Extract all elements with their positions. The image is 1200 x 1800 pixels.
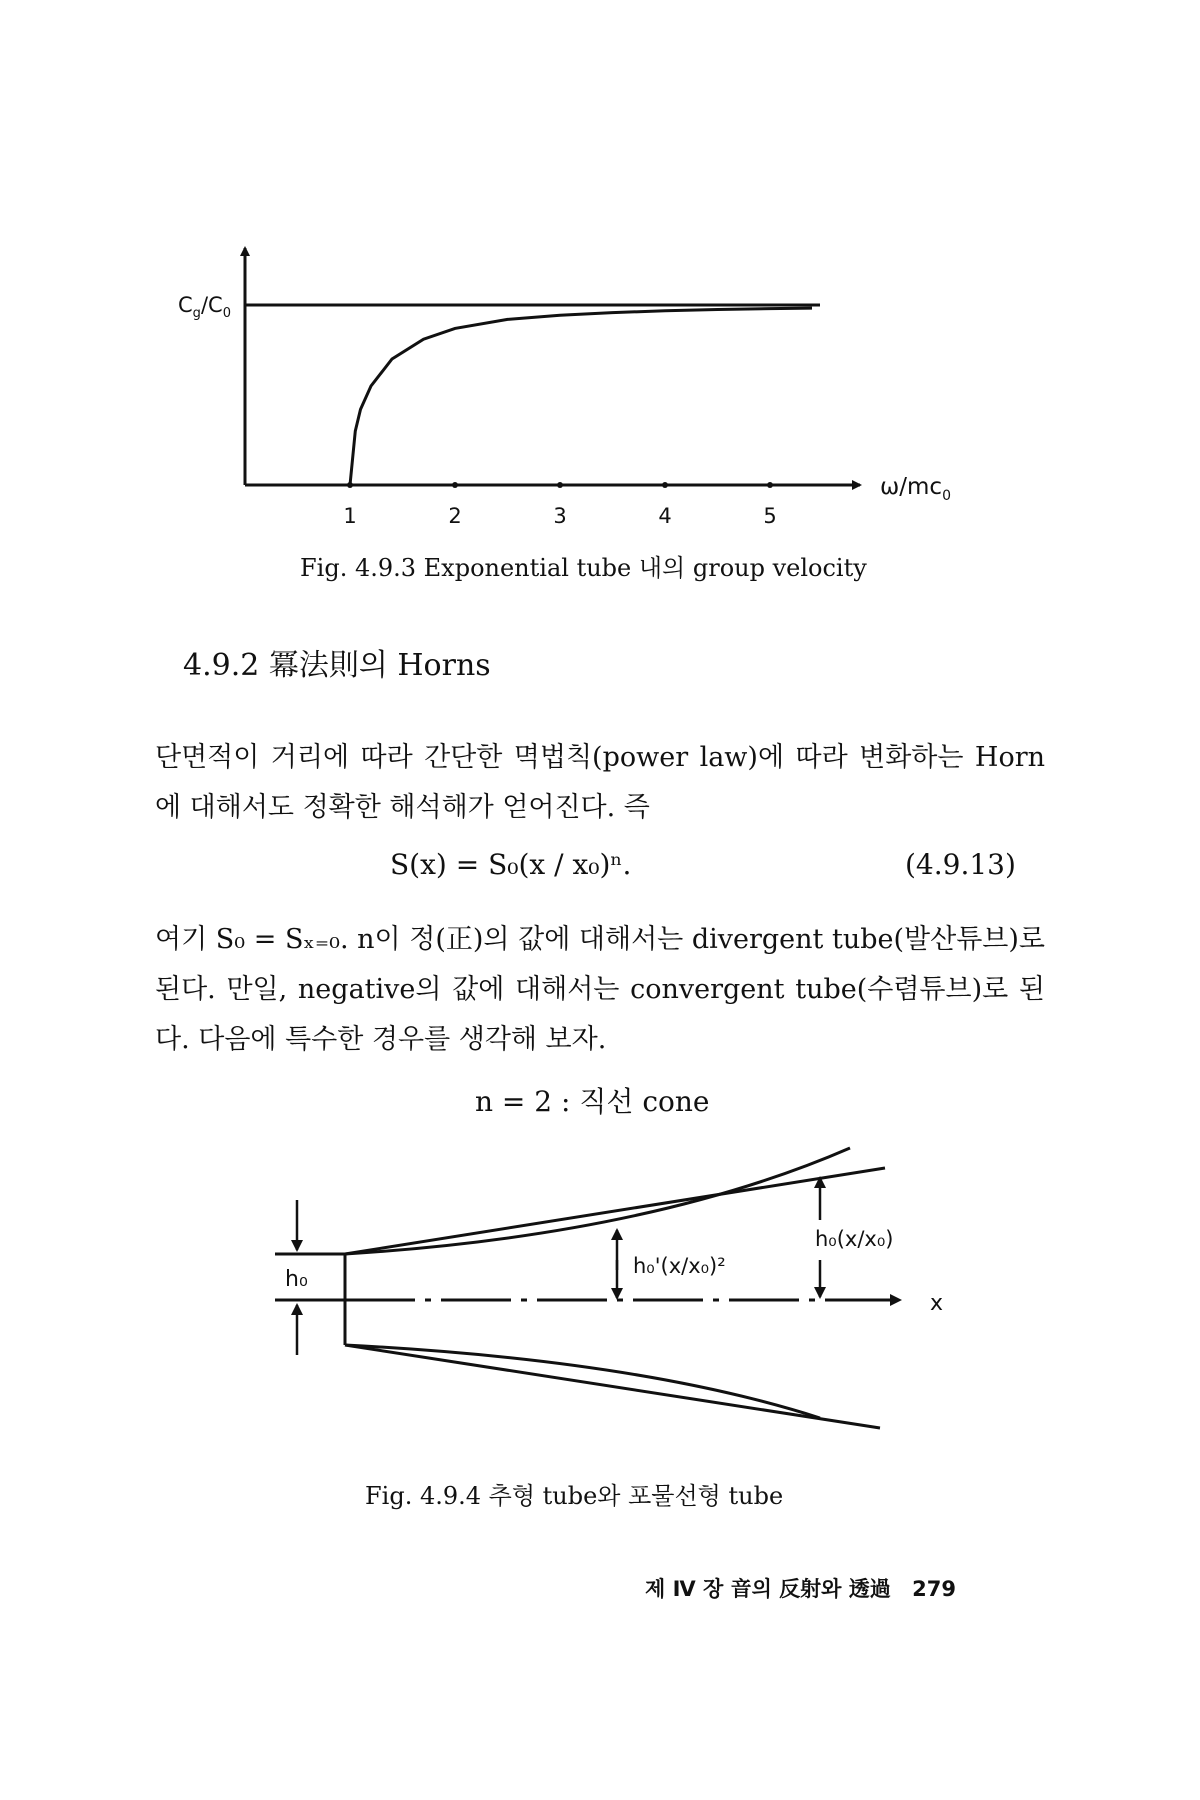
y-axis-label: $C_g/C_0$ [178, 293, 231, 321]
page-number: 279 [912, 1577, 956, 1601]
running-footer [645, 1573, 956, 1603]
x-tick-label: 3 [553, 504, 567, 528]
h0-label: h₀ [285, 1267, 308, 1292]
figure-caption: Fig. 4.9.3 Exponential tube 내의 group velocity [300, 554, 867, 582]
case-line: n = 2 : 직선 cone [475, 1085, 710, 1118]
upper-parabolic-wall [345, 1148, 850, 1254]
paragraph: 여기 S₀ = Sₓ₌₀. n이 정(正)의 값에 대해서는 divergent tube(발산튜브)로 된다. 만일, negative의 값에 대해서는 convergent tube(수렴튜브)로 된다. 다음에 특수한 경우를 생각해 보자. [155, 924, 1045, 1055]
x-tick-label: 2 [448, 504, 462, 528]
group-velocity-curve [350, 308, 812, 485]
equation: S(x) = S₀(x / x₀)ⁿ. [390, 848, 632, 881]
x-tick-mark [767, 482, 773, 488]
chart-axes [245, 248, 860, 485]
x-tick-mark [662, 482, 668, 488]
paragraph: 단면적이 거리에 따라 간단한 멱법칙(power law)에 따라 변화하는 Horn에 대해서도 정확한 해석해가 얻어진다. 즉 [155, 742, 1045, 823]
figure-caption: Fig. 4.9.4 추형 tube와 포물선형 tube [365, 1482, 784, 1510]
footer-chapter: 제 Ⅳ 장 音의 反射와 透過 [645, 1577, 891, 1601]
chart-series [245, 305, 820, 485]
linear-height-label: h₀(x/x₀) [815, 1227, 894, 1251]
x-tick-label: 1 [343, 504, 357, 528]
horn-diagram [0, 1120, 1200, 1490]
group-velocity-chart [0, 0, 1200, 600]
section-heading: 4.9.2 冪法則의 Horns [183, 648, 491, 683]
x-tick-mark [452, 482, 458, 488]
chart-x-ticks [343, 482, 776, 528]
lower-linear-wall [345, 1345, 880, 1428]
x-tick-label: 5 [763, 504, 777, 528]
x-axis-label: $\omega/mc_0$ [880, 474, 951, 504]
x-tick-mark [557, 482, 563, 488]
equation-number: (4.9.13) [905, 848, 1016, 881]
parabolic-height-label: h₀'(x/x₀)² [633, 1254, 726, 1278]
upper-linear-wall [345, 1168, 885, 1254]
x-tick-label: 4 [658, 504, 672, 528]
x-axis-label: x [930, 1291, 944, 1316]
